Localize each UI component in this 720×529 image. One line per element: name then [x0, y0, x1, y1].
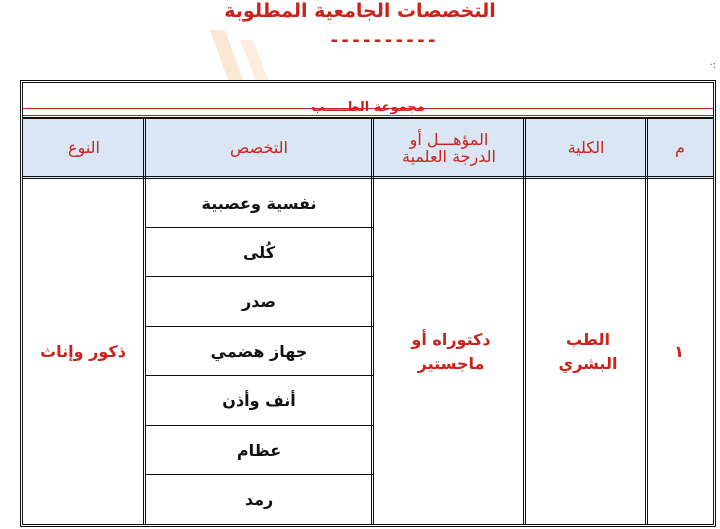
corner-mark: ·: — [709, 60, 716, 71]
cell-qualification: دكتوراه أو ماجستير — [411, 329, 491, 373]
cell-college: الطب البشري — [558, 329, 618, 373]
specialties-table — [20, 80, 716, 527]
header-gender: النوع — [68, 138, 100, 157]
specialty-item: صدر — [145, 277, 373, 327]
cell-num: ١ — [674, 341, 684, 361]
specialty-item: عظام — [145, 426, 373, 475]
group-row — [23, 83, 713, 119]
page-title: التخصصات الجامعية المطلوبة — [224, 0, 496, 22]
specialty-item: نفسية وعصبية — [145, 179, 373, 228]
group-label: مجموعة الطـــــب — [311, 100, 425, 115]
header-row — [23, 119, 713, 179]
specialty-item: جهاز هضمي — [145, 327, 373, 376]
header-college: الكلية — [567, 138, 605, 157]
specialty-item: أنف وأذن — [145, 376, 373, 426]
group-underline — [23, 108, 713, 116]
specialty-item: رمد — [244, 490, 274, 509]
header-qualification: المؤهـــل أو الدرجة العلمية — [402, 129, 496, 166]
specialty-item: كُلى — [145, 228, 373, 277]
title-underline-dashes: ---------- — [328, 30, 438, 51]
header-num: م — [675, 138, 685, 157]
header-specialty: التخصص — [230, 138, 288, 157]
cell-gender: ذكور وإناث — [40, 341, 126, 361]
table-body — [23, 179, 713, 524]
